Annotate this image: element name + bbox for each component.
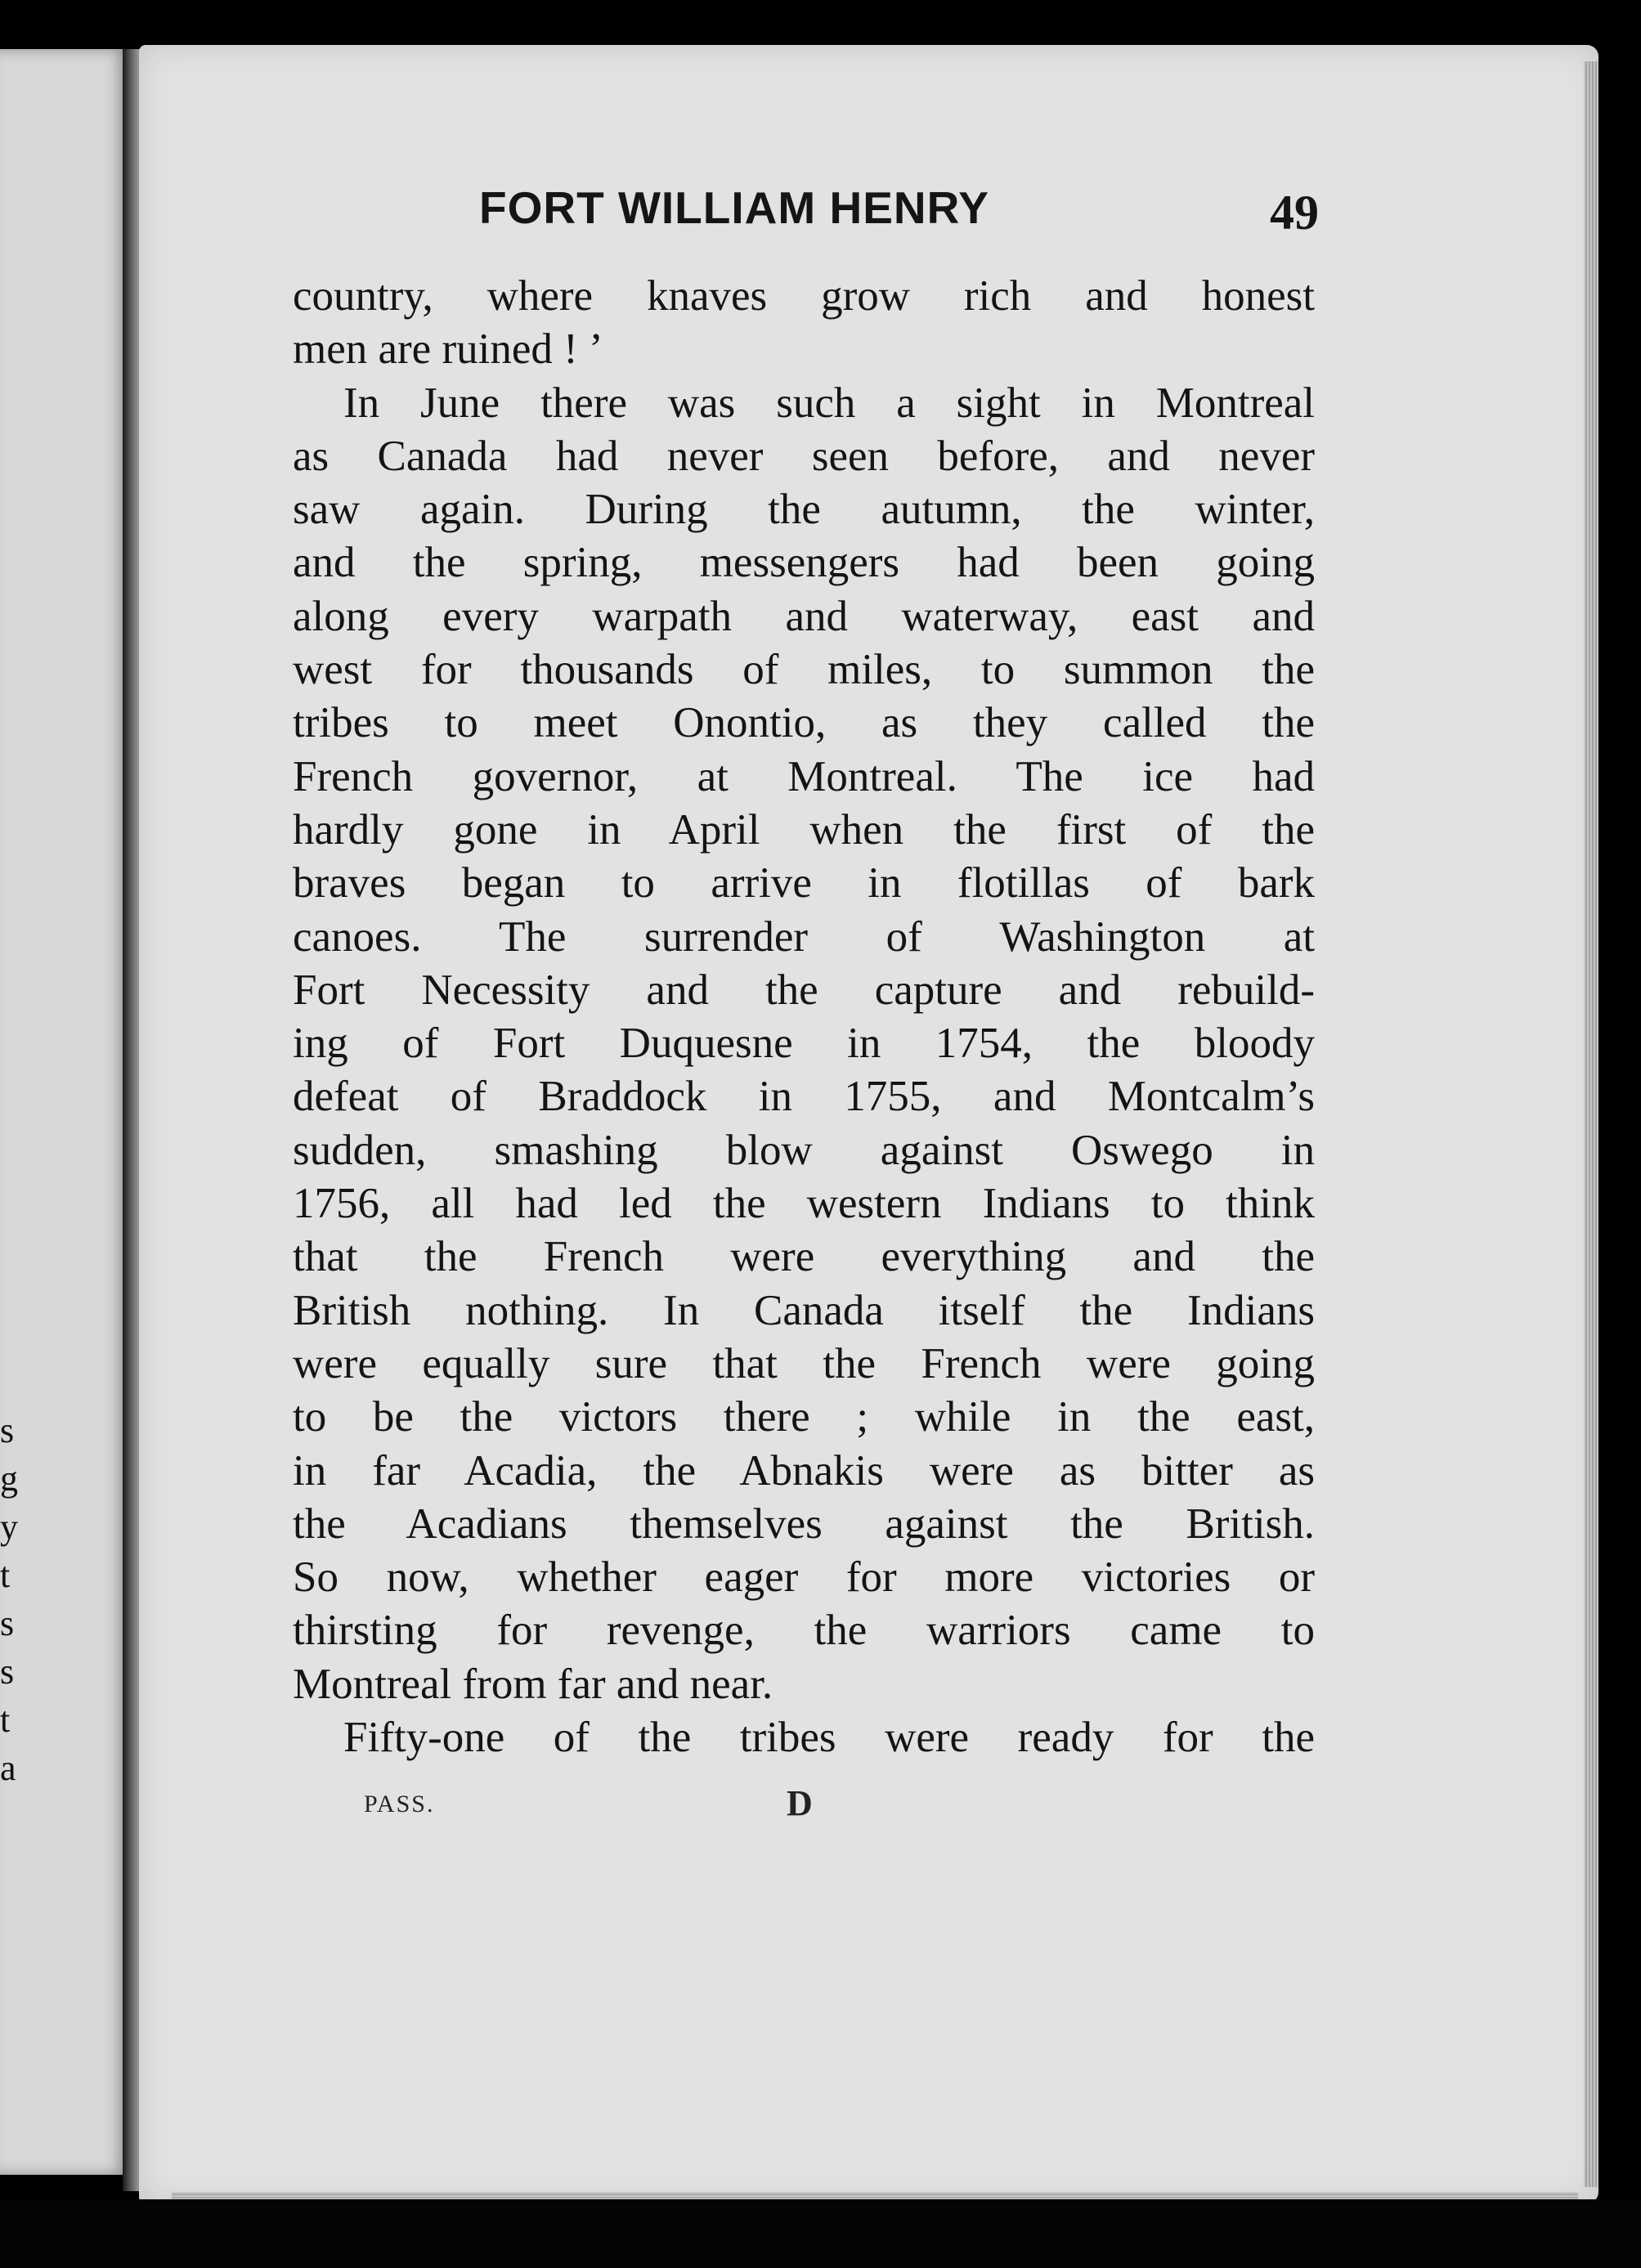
fragment: t [0,1555,11,1595]
text-line: Montreal from far and near. [293,1660,773,1708]
text-line: saw again. During the autumn, the winter, [293,486,1315,534]
fragment: g [0,1459,18,1499]
text-line: and the spring, messengers had been going [293,539,1315,587]
text-line: as Canada had never seen before, and never [293,432,1315,480]
body-text [293,270,1315,1764]
text-line: to be the victors there ; while in the east, [293,1393,1315,1441]
signature-mark: PASS. [364,1791,435,1818]
text-line: tribes to meet Onontio, as they called the [293,699,1315,747]
fragment: s [0,1652,15,1692]
fragment: y [0,1507,18,1547]
facing-page [0,49,131,2175]
text-line: In June there was such a sight in Montreal [343,379,1315,427]
text-line: ing of Fort Duquesne in 1754, the bloody [293,1020,1315,1068]
text-line: hardly gone in April when the first of the [293,805,1315,854]
text-line: country, where knaves grow rich and honest [293,272,1315,320]
text-line: along every warpath and waterway, east and [293,592,1315,640]
facing-page-text-fragments [0,1406,25,1792]
text-line: canoes. The surrender of Washington at [293,912,1315,961]
text-line: braves began to arrive in flotillas of bark [293,859,1315,908]
text-line: that the French were everything and the [293,1233,1315,1281]
text-line: 1756, all had led the western Indians to think [293,1180,1315,1228]
text-line: west for thousands of miles, to summon the [293,646,1315,694]
fragment: s [0,1410,15,1450]
page-footer [0,1782,1641,1831]
page-number: 49 [1270,186,1319,240]
fragment: t [0,1700,11,1740]
scan-background [0,2199,1641,2268]
text-line: Fifty-one of the tribes were ready for the [343,1714,1315,1762]
text-line: were equally sure that the French were going [293,1339,1315,1387]
text-line: the Acadians themselves against the British. [293,1499,1315,1548]
page-edge-right [1584,61,1598,2187]
running-head [366,182,1327,239]
running-head-title: FORT WILLIAM HENRY [479,182,989,233]
text-line: Fort Necessity and the capture and rebuild- [293,966,1315,1014]
text-line: thirsting for revenge, the warriors came to [293,1607,1315,1655]
text-line: French governor, at Montreal. The ice had [293,752,1315,800]
fragment: s [0,1603,15,1643]
signature-letter: D [787,1783,813,1823]
text-line: So now, whether eager for more victories or [293,1553,1315,1602]
fragment: a [0,1748,16,1788]
text-line: defeat of Braddock in 1755, and Montcalm’s [293,1073,1315,1121]
text-line: in far Acadia, the Abnakis were as bitter as [293,1446,1315,1495]
text-line: British nothing. In Canada itself the Indians [293,1286,1315,1334]
text-line: sudden, smashing blow against Oswego in [293,1126,1315,1174]
text-line: men are ruined ! ’ [293,325,603,374]
